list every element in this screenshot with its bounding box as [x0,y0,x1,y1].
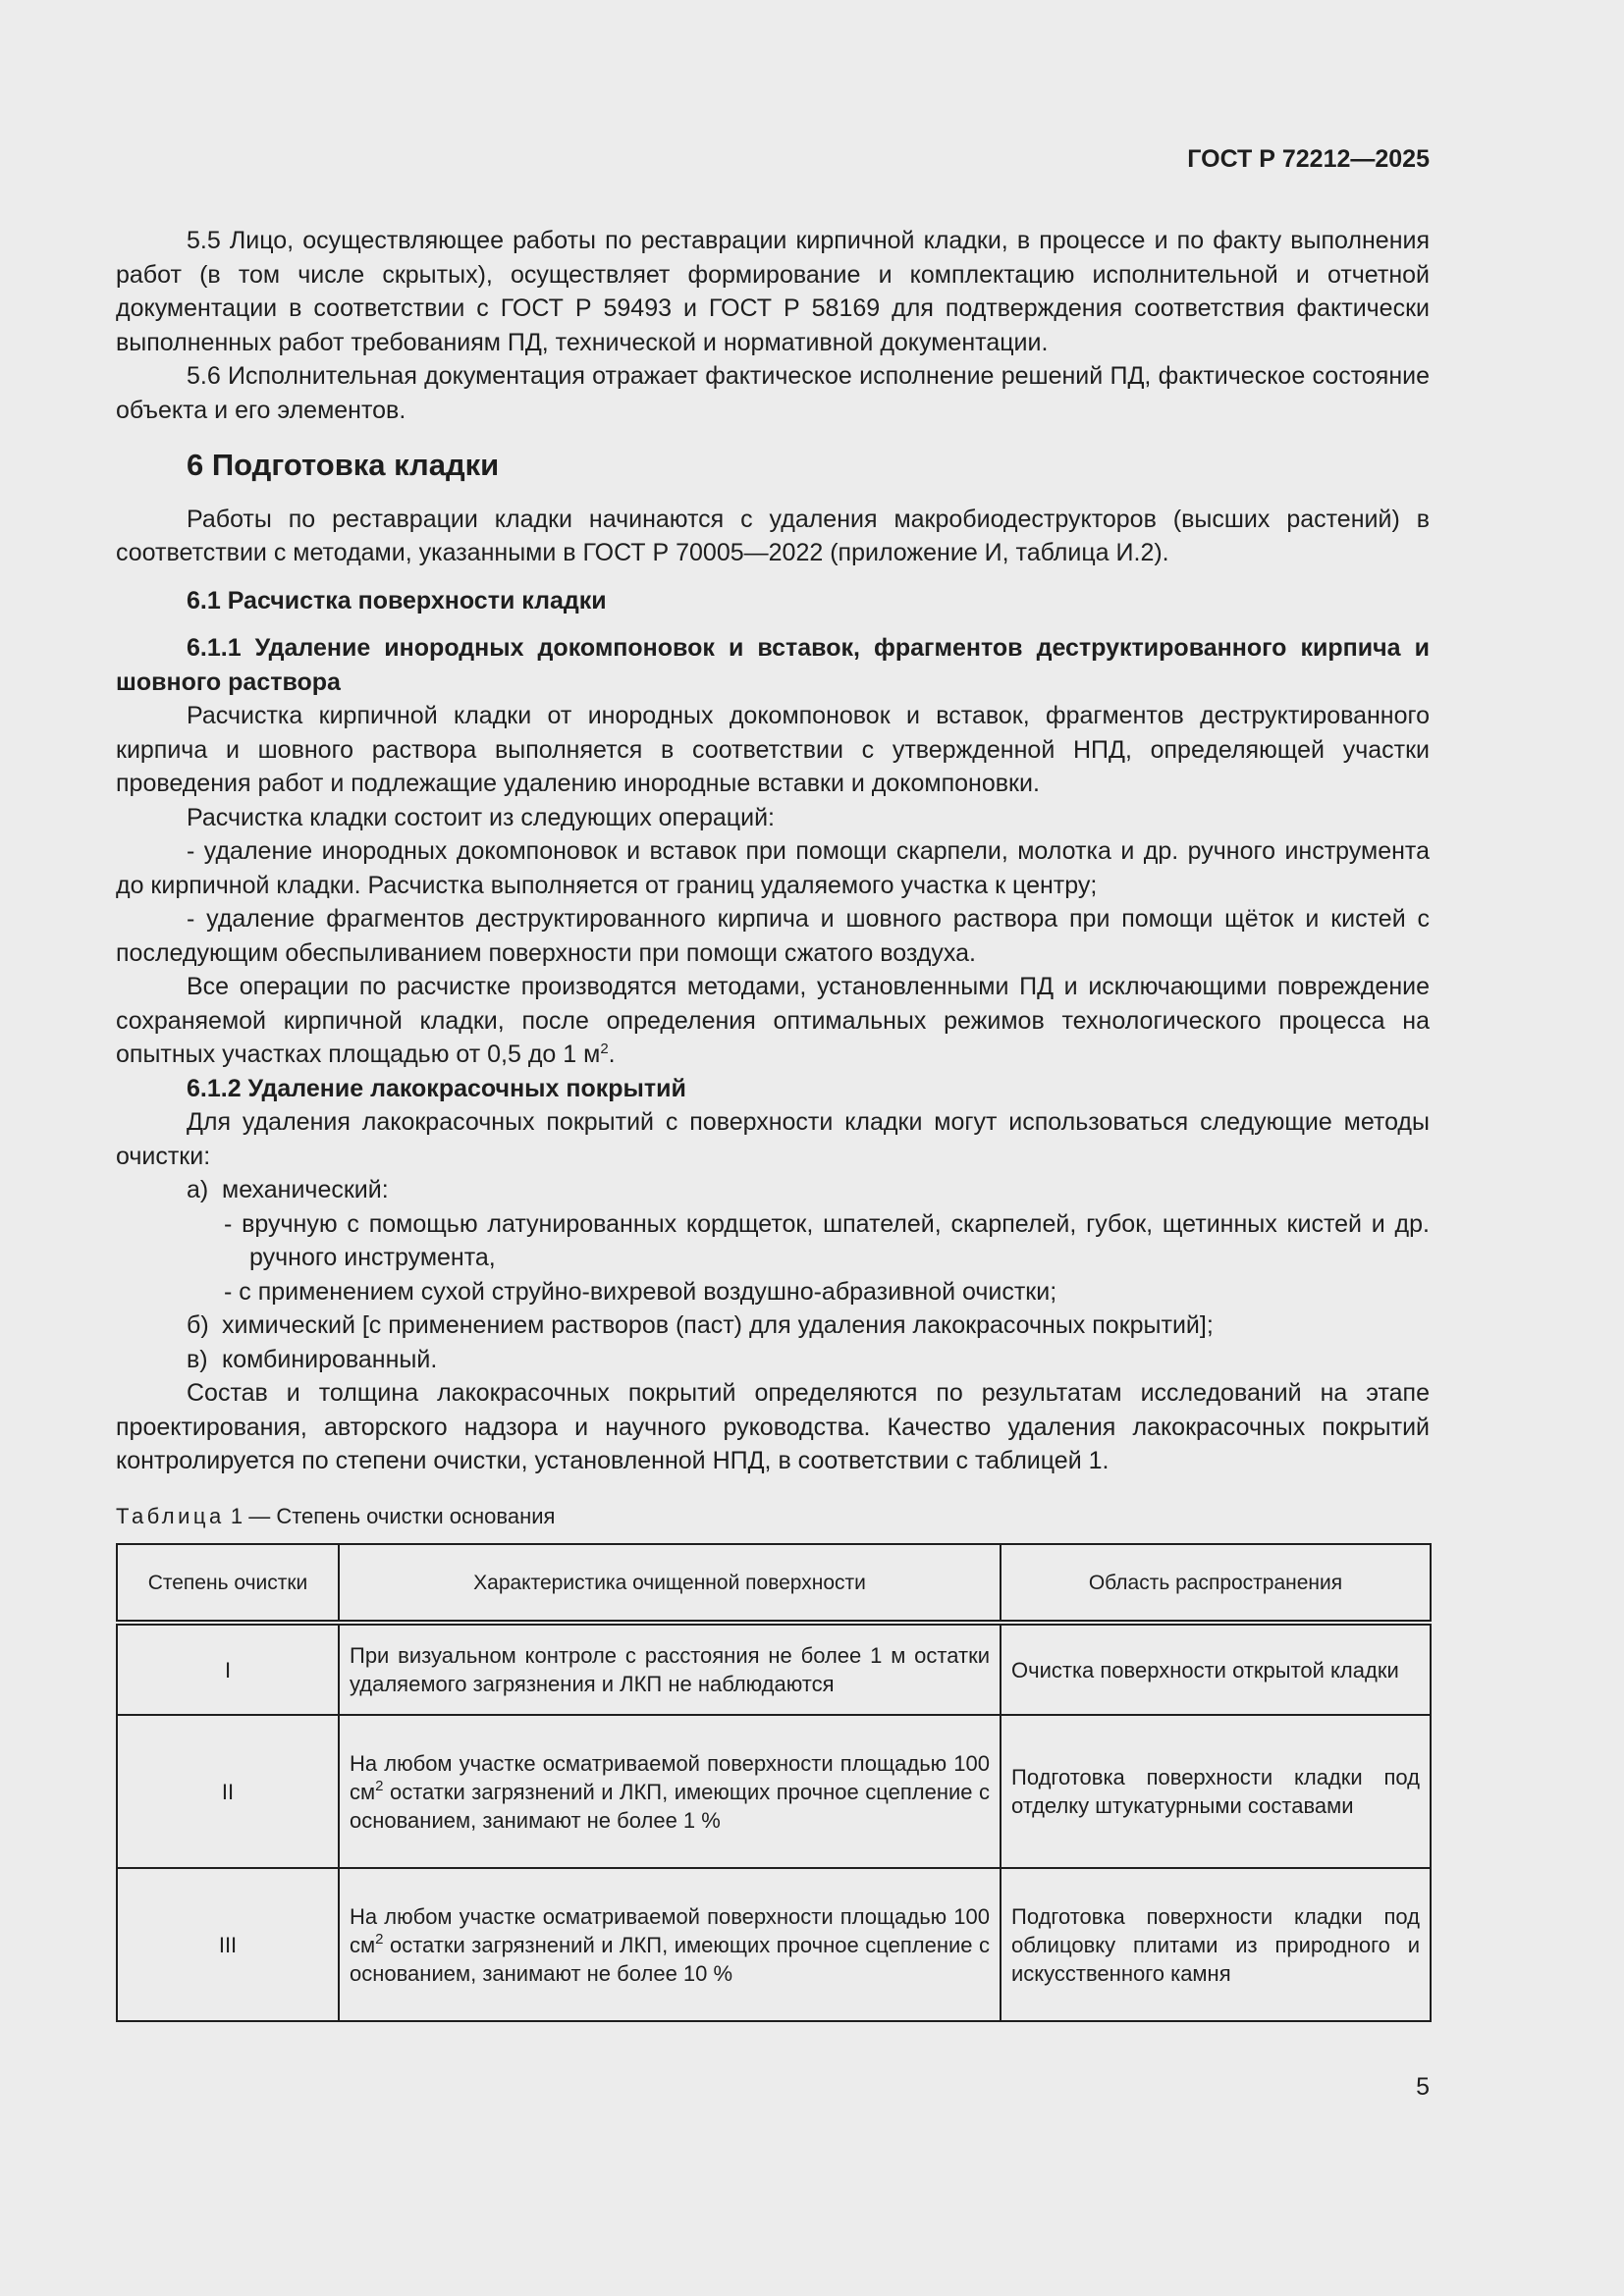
subsection-heading-6-1: 6.1 Расчистка поверхности кладки [187,586,607,614]
cell-description-text: На любом участке осматриваемой поверхности площадью 100 см [350,1903,990,1957]
table-row [117,1623,1431,1715]
document-header: ГОСТ Р 72212—2025 [1187,145,1430,173]
list-item-text: комбинированный. [222,1345,438,1373]
sublist-item: - с применением сухой струйно-вихревой воздушно-абразивной очистки; [224,1277,1057,1306]
subsection-heading-6-1-2: 6.1.2 Удаление лакокрасочных покрытий [187,1074,686,1102]
column-header-scope: Область распространения [1001,1544,1431,1623]
table-caption [116,1500,1430,1534]
list-marker: а) [187,1176,209,1203]
list-item-text: механический: [222,1176,389,1203]
cell-description-end: остатки загрязнений и ЛКП, имеющих прочное сцепление с основанием, занимают не более 1 % [350,1779,990,1833]
paragraph-6-1-1-b: Расчистка кладки состоит из следующих операций: [187,803,775,831]
table-row [117,1715,1431,1868]
cell-scope: Подготовка поверхности кладки под отделку штукатурными составами [1001,1715,1431,1868]
section-heading-6: 6 Подготовка кладки [187,448,500,482]
sublist [224,1207,1430,1309]
table-caption-text: 1 — Степень очистки основания [224,1503,556,1528]
cell-description-text: При визуальном контроле с расстояния не более 1 м остатки удаляемого загрязнения и ЛКП не наблюдаются [350,1643,990,1696]
list-item-text: химический [с применением растворов (паст) для удаления лакокрасочных покрытий]; [222,1311,1214,1339]
cleaning-grade-table [116,1543,1432,2022]
paragraph-6-1-1-a: Расчистка кирпичной кладки от инородных докомпоновок и вставок, фрагментов деструктированного кирпича и шовного раствора выполняется в соответствии с утвержденной НПД, определяющей участки проведения работ и подлежащие удалению инородные вставки и докомпоновки. [116,702,1430,797]
list-item-b [187,1308,1430,1343]
paragraph-6-1-1-e-end: . [608,1041,616,1068]
cell-description [339,1623,1001,1715]
table-caption-word: Таблица [116,1503,225,1528]
cell-description [339,1715,1001,1868]
paragraph-6-intro: Работы по реставрации кладки начинаются с удаления макробиодеструкторов (высших растений) в соответствии с методами, указанными в ГОСТ Р 70005—2022 (приложение И, таблица И.2). [116,505,1430,566]
paragraph-6-1-1-e [116,970,1430,1072]
cell-scope: Подготовка поверхности кладки под облицовку плитами из природного и искусственного камня [1001,1868,1431,2021]
paragraph-6-1-1-e-text: Все операции по расчистке производятся методами, установленными ПД и исключающими повреждение сохраняемой кирпичной кладки, после определения оптимальных режимов технологического процесса на опытных участках площадью от 0,5 до 1 м [116,973,1430,1068]
column-header-description: Характеристика очищенной поверхности [339,1544,1001,1623]
cell-grade: II [117,1715,339,1868]
list-marker: в) [187,1345,208,1373]
document-body [116,224,1430,2022]
superscript: 2 [375,1930,384,1948]
list-marker: б) [187,1311,209,1339]
paragraph-5-6: 5.6 Исполнительная документация отражает фактическое исполнение решений ПД, фактическое состояние объекта и его элементов. [116,362,1430,424]
subsection-heading-6-1-1: 6.1.1 Удаление инородных докомпоновок и вставок, фрагментов деструктированного кирпича и шовного раствора [116,634,1430,696]
cell-description-end: остатки загрязнений и ЛКП, имеющих прочное сцепление с основанием, занимают не более 10 % [350,1932,990,1986]
sublist-item: - вручную с помощью латунированных кордщеток, шпателей, скарпелей, губок, щетинных кистей и др. ручного инструмента, [224,1209,1430,1271]
cell-scope: Очистка поверхности открытой кладки [1001,1623,1431,1715]
paragraph-6-1-2-a: Для удаления лакокрасочных покрытий с поверхности кладки могут использоваться следующие методы очистки: [116,1108,1430,1170]
paragraph-6-1-1-d: - удаление фрагментов деструктированного кирпича и шовного раствора при помощи щёток и кистей с последующим обеспыливанием поверхности при помощи сжатого воздуха. [116,905,1430,967]
cell-grade: I [117,1623,339,1715]
column-header-grade: Степень очистки [117,1544,339,1623]
page-number: 5 [1416,2073,1430,2101]
paragraph-6-1-2-b: Состав и толщина лакокрасочных покрытий определяются по результатам исследований на этапе проектирования, авторского надзора и научного руководства. Качество удаления лакокрасочных покрытий контролируется по степени очистки, установленной НПД, в соответствии с таблицей 1. [116,1379,1430,1474]
cell-description [339,1868,1001,2021]
superscript: 2 [600,1041,609,1057]
table-header-row [117,1544,1431,1623]
cell-grade: III [117,1868,339,2021]
list-item-c [187,1343,1430,1377]
paragraph-6-1-1-c: - удаление инородных докомпоновок и вставок при помощи скарпели, молотка и др. ручного инструмента до кирпичной кладки. Расчистка выполняется от границ удаляемого участка к центру; [116,837,1430,899]
cell-description-text: На любом участке осматриваемой поверхности площадью 100 см [350,1750,990,1804]
paragraph-5-5: 5.5 Лицо, осуществляющее работы по реставрации кирпичной кладки, в процессе и по факту выполнения работ (в том числе скрытых), осуществляет формирование и комплектацию исполнительной и отчетной документации в соответствии с ГОСТ Р 59493 и ГОСТ Р 58169 для подтверждения соответствия фактически выполненных работ требованиям ПД, технической и нормативной документации. [116,227,1430,356]
table-row [117,1868,1431,2021]
list-item-a [187,1173,1430,1207]
superscript: 2 [375,1777,384,1794]
